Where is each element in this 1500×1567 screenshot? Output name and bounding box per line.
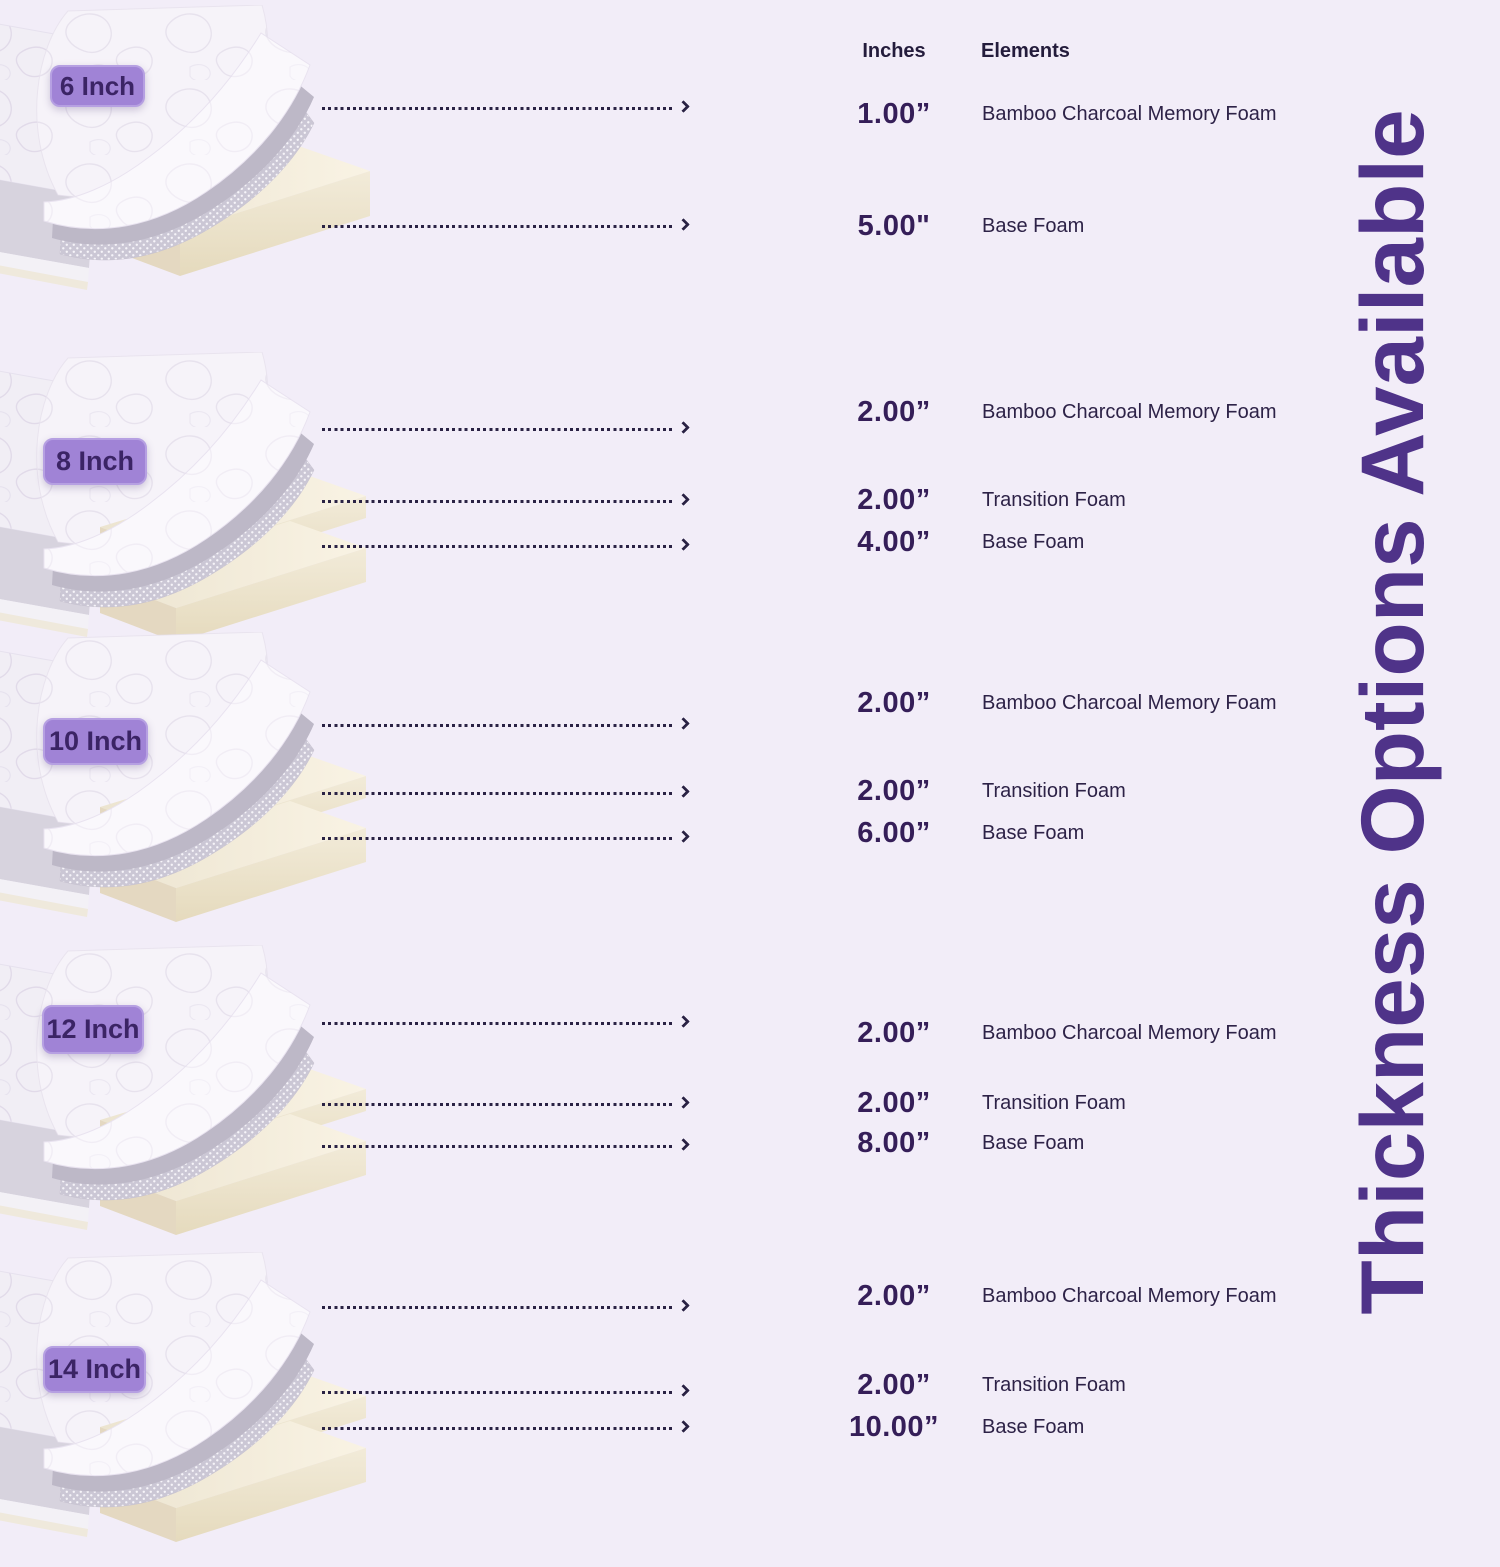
element-label-6-inch-layer-2: Base Foam — [982, 215, 1085, 237]
element-label-14-inch-layer-1: Bamboo Charcoal Memory Foam — [982, 1285, 1277, 1307]
dotted-arrow-14-inch-layer-1 — [322, 1306, 674, 1309]
dotted-arrow-10-inch-layer-3 — [322, 837, 674, 840]
inches-value-12-inch-layer-3: 8.00” — [857, 1127, 931, 1159]
inches-value-10-inch-layer-2: 2.00” — [857, 775, 931, 807]
badge-12-inch: 12 Inch — [42, 1005, 144, 1054]
chevron-right-icon — [677, 421, 690, 434]
dotted-arrow-14-inch-layer-2 — [322, 1391, 674, 1394]
chevron-right-icon — [677, 717, 690, 730]
badge-8-inch: 8 Inch — [43, 438, 147, 485]
mattress-illustration-10-inch — [0, 632, 390, 947]
chevron-right-icon — [677, 1384, 690, 1397]
element-label-14-inch-layer-3: Base Foam — [982, 1416, 1085, 1438]
dotted-arrow-6-inch-layer-2 — [322, 225, 674, 228]
badge-14-inch: 14 Inch — [43, 1346, 146, 1393]
inches-value-14-inch-layer-2: 2.00” — [857, 1369, 931, 1401]
element-label-8-inch-layer-2: Transition Foam — [982, 489, 1126, 511]
inches-value-8-inch-layer-2: 2.00” — [857, 484, 931, 516]
inches-value-12-inch-layer-1: 2.00” — [857, 1017, 931, 1049]
column-header-inches: Inches — [862, 40, 926, 62]
column-header-elements: Elements — [981, 40, 1070, 62]
inches-value-10-inch-layer-1: 2.00” — [857, 687, 931, 719]
mattress-illustration-14-inch — [0, 1252, 390, 1567]
page-title-vertical: Thickness Options Available — [1342, 109, 1442, 1315]
element-label-14-inch-layer-2: Transition Foam — [982, 1374, 1126, 1396]
element-label-12-inch-layer-3: Base Foam — [982, 1132, 1085, 1154]
mattress-illustration-6-inch — [0, 5, 390, 320]
inches-value-6-inch-layer-1: 1.00” — [857, 98, 931, 130]
dotted-arrow-10-inch-layer-1 — [322, 724, 674, 727]
chevron-right-icon — [677, 1299, 690, 1312]
chevron-right-icon — [677, 538, 690, 551]
dotted-arrow-12-inch-layer-1 — [322, 1022, 674, 1025]
chevron-right-icon — [677, 218, 690, 231]
element-label-10-inch-layer-1: Bamboo Charcoal Memory Foam — [982, 692, 1277, 714]
dotted-arrow-8-inch-layer-2 — [322, 500, 674, 503]
dotted-arrow-12-inch-layer-2 — [322, 1103, 674, 1106]
inches-value-8-inch-layer-3: 4.00” — [857, 526, 931, 558]
chevron-right-icon — [677, 493, 690, 506]
badge-6-inch: 6 Inch — [50, 65, 145, 107]
element-label-8-inch-layer-1: Bamboo Charcoal Memory Foam — [982, 401, 1277, 423]
element-label-12-inch-layer-1: Bamboo Charcoal Memory Foam — [982, 1022, 1277, 1044]
chevron-right-icon — [677, 1015, 690, 1028]
element-label-10-inch-layer-2: Transition Foam — [982, 780, 1126, 802]
element-label-8-inch-layer-3: Base Foam — [982, 531, 1085, 553]
dotted-arrow-10-inch-layer-2 — [322, 792, 674, 795]
chevron-right-icon — [677, 100, 690, 113]
inches-value-6-inch-layer-2: 5.00" — [857, 210, 931, 242]
mattress-illustration-8-inch — [0, 352, 390, 667]
inches-value-10-inch-layer-3: 6.00” — [857, 817, 931, 849]
element-label-12-inch-layer-2: Transition Foam — [982, 1092, 1126, 1114]
element-label-6-inch-layer-1: Bamboo Charcoal Memory Foam — [982, 103, 1277, 125]
inches-value-8-inch-layer-1: 2.00” — [857, 396, 931, 428]
chevron-right-icon — [677, 785, 690, 798]
dotted-arrow-6-inch-layer-1 — [322, 107, 674, 110]
inches-value-14-inch-layer-3: 10.00” — [848, 1411, 940, 1443]
chevron-right-icon — [677, 1138, 690, 1151]
dotted-arrow-14-inch-layer-3 — [322, 1427, 674, 1430]
chevron-right-icon — [677, 830, 690, 843]
chevron-right-icon — [677, 1420, 690, 1433]
badge-10-inch: 10 Inch — [43, 718, 148, 765]
inches-value-12-inch-layer-2: 2.00” — [857, 1087, 931, 1119]
element-label-10-inch-layer-3: Base Foam — [982, 822, 1085, 844]
dotted-arrow-8-inch-layer-3 — [322, 545, 674, 548]
dotted-arrow-8-inch-layer-1 — [322, 428, 674, 431]
dotted-arrow-12-inch-layer-3 — [322, 1145, 674, 1148]
inches-value-14-inch-layer-1: 2.00” — [857, 1280, 931, 1312]
chevron-right-icon — [677, 1096, 690, 1109]
